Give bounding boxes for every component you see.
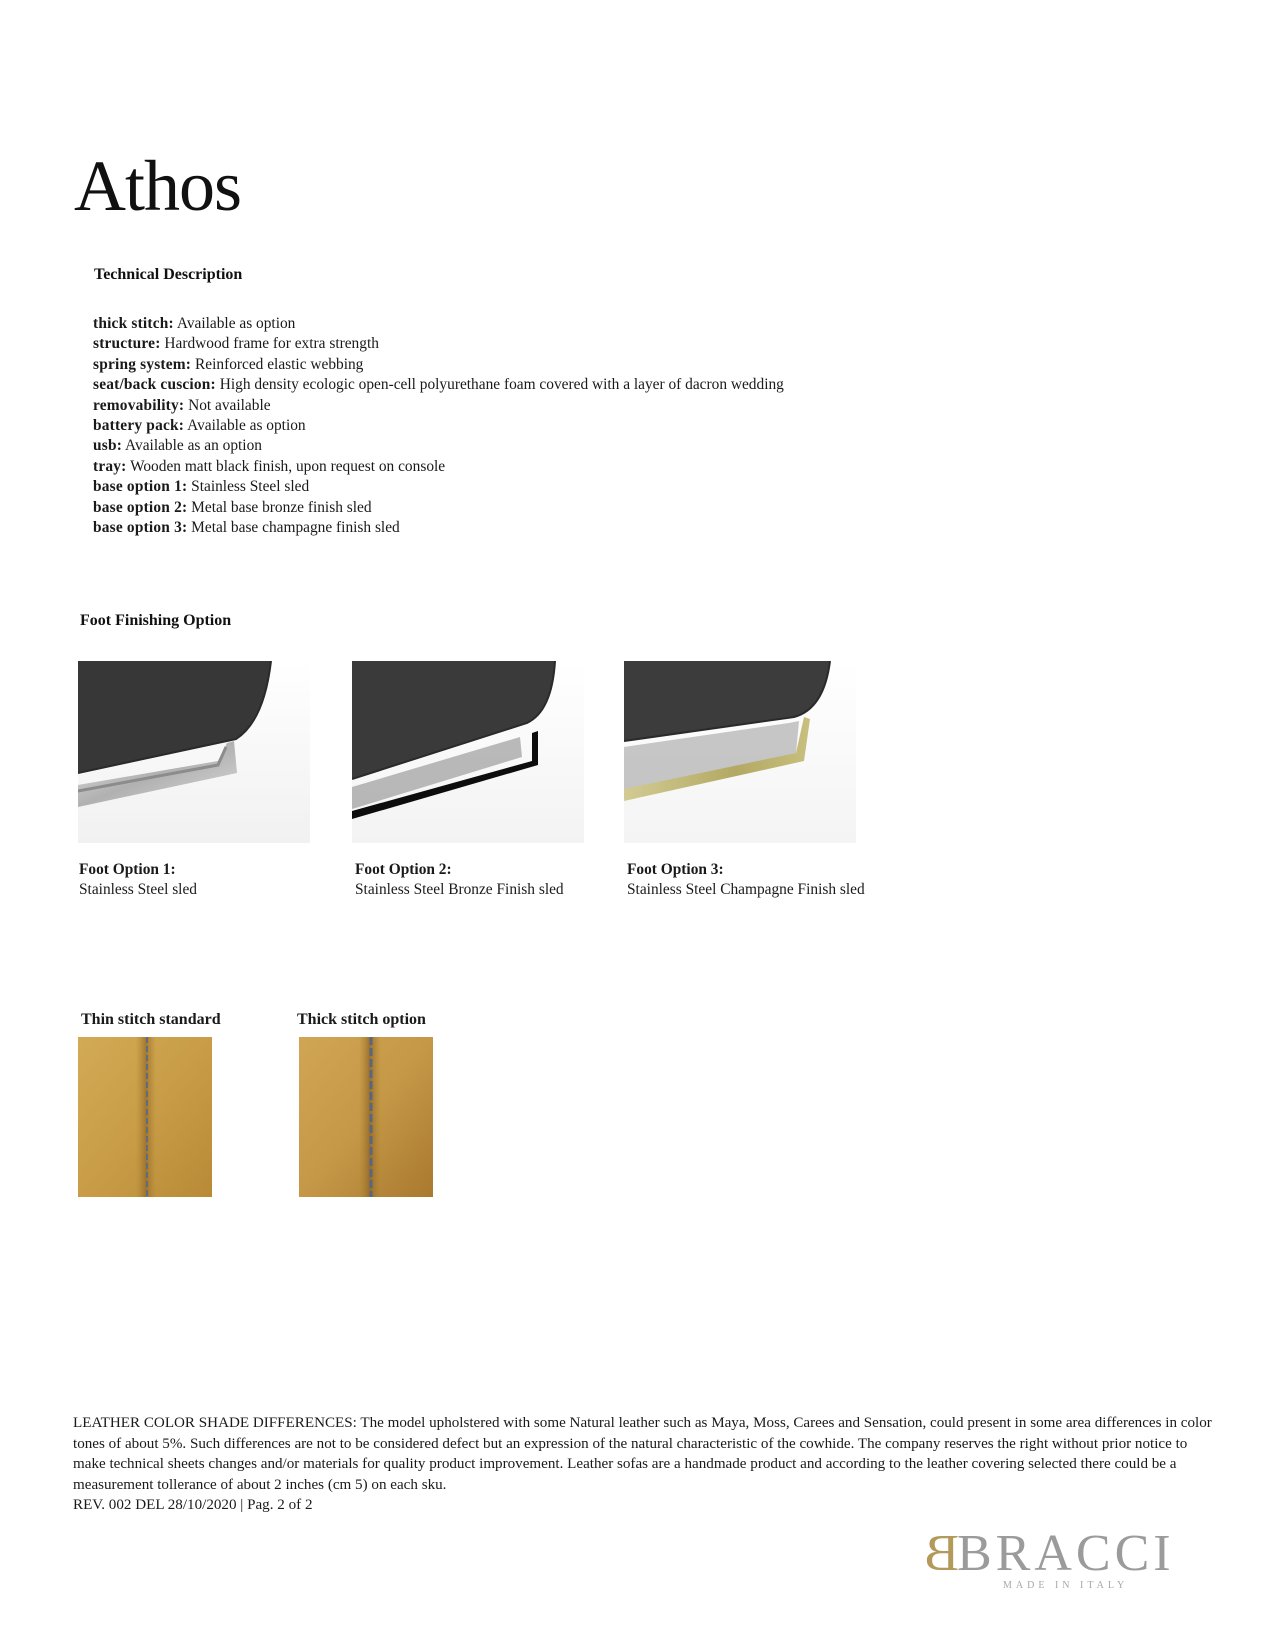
spec-value: High density ecologic open-cell polyurethane foam covered with a layer of dacron wedding — [219, 376, 784, 394]
thick-stitch-swatch — [299, 1037, 433, 1197]
brand-tagline: MADE IN ITALY — [1003, 1580, 1129, 1591]
spec-list — [93, 314, 784, 538]
spec-item — [93, 457, 784, 477]
foot-finishing-heading: Foot Finishing Option — [80, 612, 232, 629]
spec-item — [93, 355, 784, 375]
spec-value: Stainless Steel sled — [191, 478, 310, 496]
spec-value: Available as an option — [125, 437, 262, 455]
spec-value: Not available — [188, 396, 271, 414]
spec-key: thick stitch: — [93, 315, 174, 332]
foot-option-title: Foot Option 3: — [627, 861, 724, 878]
svg-text:B: B — [925, 1525, 959, 1582]
spec-value: Hardwood frame for extra strength — [164, 335, 379, 353]
spec-key: removability: — [93, 396, 185, 414]
thin-stitch-label: Thin stitch standard — [81, 1011, 221, 1028]
spec-key: tray: — [93, 457, 127, 475]
spec-item — [93, 314, 784, 334]
bracci-logo — [925, 1524, 1195, 1594]
foot-option-1-image — [78, 661, 310, 843]
spec-key: spring system: — [93, 355, 192, 373]
foot-option-1-caption — [79, 860, 197, 901]
spec-item — [93, 334, 784, 354]
spec-key: battery pack: — [93, 417, 185, 435]
spec-key: base option 3: — [93, 519, 188, 537]
spec-item — [93, 375, 784, 395]
spec-key: seat/back cuscion: — [93, 376, 216, 394]
spec-value: Available as option — [176, 315, 296, 332]
spec-item — [93, 518, 784, 538]
foot-option-2-image — [352, 661, 584, 843]
foot-option-2-caption — [355, 860, 564, 901]
spec-item — [93, 436, 784, 456]
spec-key: base option 1: — [93, 478, 188, 496]
spec-value: Reinforced elastic webbing — [195, 355, 364, 373]
foot-option-title: Foot Option 1: — [79, 861, 176, 878]
spec-key: usb: — [93, 437, 123, 455]
foot-option-desc: Stainless Steel Champagne Finish sled — [627, 881, 865, 899]
product-title: Athos — [74, 146, 242, 226]
foot-option-3-caption — [627, 860, 865, 901]
thick-stitch-label: Thick stitch option — [297, 1011, 426, 1028]
spec-item — [93, 498, 784, 518]
spec-item — [93, 396, 784, 416]
foot-option-title: Foot Option 2: — [355, 861, 452, 878]
spec-value: Available as option — [187, 417, 306, 435]
leather-disclaimer: LEATHER COLOR SHADE DIFFERENCES: The model upholstered with some Natural leather such as Maya, Moss, Carees and Sensation, could present in some area differences in color tones of about 5%. Such differences are not to be considered defect but an expression of the natural characteristic of the cowhide. The company reserves the right without prior notice to make technical sheets changes and/or materials for quality product improvement. Leather sofas are a handmade product and according to the leather covering selected there could be a measurement tollerance of about 2 inches (cm 5) on each sku. — [73, 1415, 1212, 1493]
spec-value: Metal base champagne finish sled — [191, 519, 400, 537]
thin-stitch-swatch — [78, 1037, 212, 1197]
spec-key: structure: — [93, 335, 161, 353]
spec-item — [93, 477, 784, 497]
brand-wordmark: BRACCI — [957, 1525, 1175, 1582]
technical-description-heading: Technical Description — [94, 266, 243, 283]
foot-option-desc: Stainless Steel sled — [79, 881, 197, 899]
spec-item — [93, 416, 784, 436]
foot-option-desc: Stainless Steel Bronze Finish sled — [355, 881, 564, 899]
spec-value: Metal base bronze finish sled — [191, 498, 372, 516]
foot-option-3-image — [624, 661, 856, 843]
spec-key: base option 2: — [93, 498, 188, 516]
spec-value: Wooden matt black finish, upon request on console — [130, 457, 446, 475]
revision-info: REV. 002 DEL 28/10/2020 | Pag. 2 of 2 — [73, 1497, 313, 1513]
